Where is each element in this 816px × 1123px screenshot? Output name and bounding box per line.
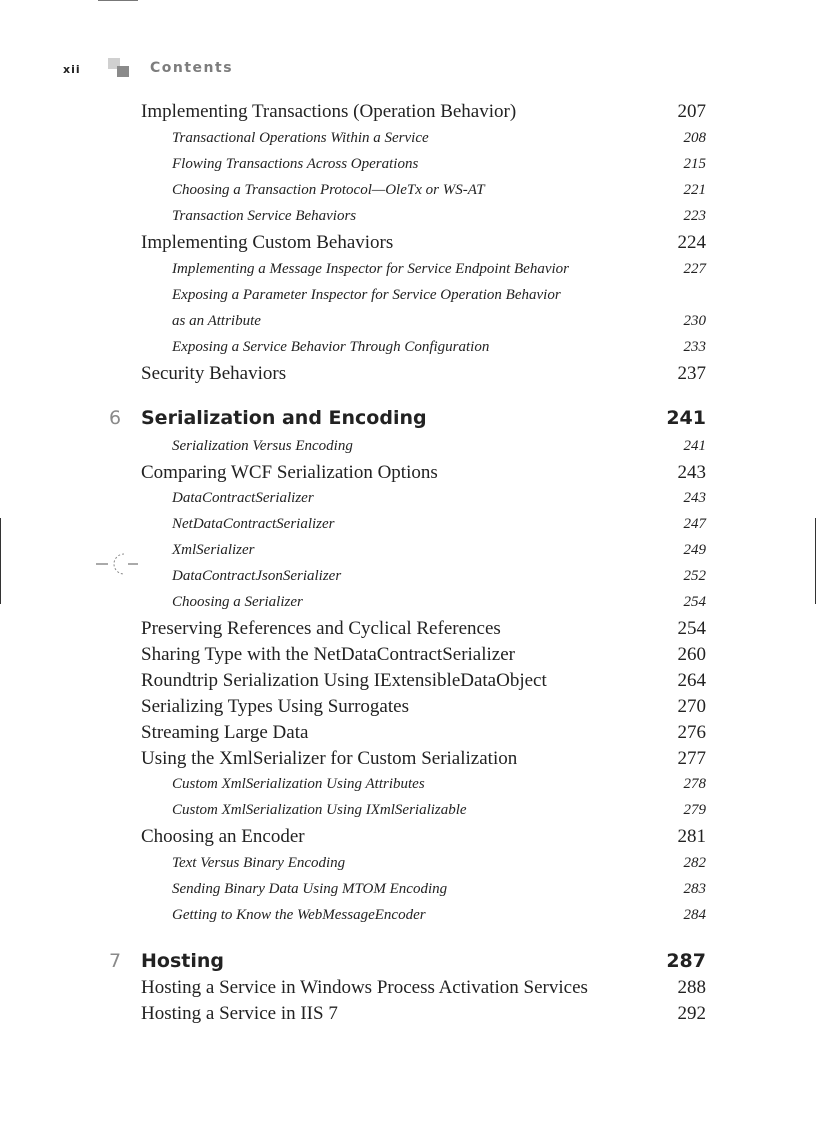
toc-section-entry[interactable] bbox=[0, 696, 816, 722]
toc-entry-page: 252 bbox=[683, 568, 706, 584]
toc-subsection-entry[interactable] bbox=[0, 592, 816, 618]
page-number: xii bbox=[63, 63, 81, 76]
toc-entry-title: NetDataContractSerializer bbox=[172, 516, 335, 532]
toc-entry-title: Implementing Custom Behaviors bbox=[141, 232, 394, 253]
toc-entry-page: 224 bbox=[677, 232, 706, 253]
toc-entry-page: 288 bbox=[677, 977, 706, 998]
toc-entry-title: Transactional Operations Within a Service bbox=[172, 130, 429, 146]
toc-subsection-entry[interactable] bbox=[0, 566, 816, 592]
chapter-number: 7 bbox=[109, 950, 122, 972]
toc-entry-title: DataContractJsonSerializer bbox=[172, 568, 342, 584]
toc-entry-page: 227 bbox=[683, 261, 706, 277]
toc-subsection-entry[interactable] bbox=[0, 514, 816, 540]
toc-entry-title: Hosting a Service in Windows Process Activation Services bbox=[141, 977, 588, 998]
toc-entry-title: Custom XmlSerialization Using Attributes bbox=[172, 776, 425, 792]
toc-subsection-entry[interactable] bbox=[0, 285, 816, 311]
toc-entry-title: Serialization Versus Encoding bbox=[172, 438, 353, 454]
toc-entry-title: as an Attribute bbox=[172, 313, 261, 329]
toc-section-entry[interactable] bbox=[0, 618, 816, 644]
toc-subsection-entry[interactable] bbox=[0, 337, 816, 363]
toc-entry-title: Hosting bbox=[141, 950, 224, 972]
toc-section-entry[interactable] bbox=[0, 977, 816, 1003]
toc-entry-title: Serialization and Encoding bbox=[141, 407, 427, 429]
toc-entry-page: 270 bbox=[677, 696, 706, 717]
toc-subsection-entry[interactable] bbox=[0, 879, 816, 905]
toc-entry-page: 279 bbox=[683, 802, 706, 818]
toc-entry-page: 243 bbox=[683, 490, 706, 506]
toc-entry-title: Sharing Type with the NetDataContractSerializer bbox=[141, 644, 515, 665]
toc-entry-title: Exposing a Parameter Inspector for Service Operation Behavior bbox=[172, 287, 561, 303]
toc-entry-title: Streaming Large Data bbox=[141, 722, 309, 743]
toc-entry-page: 208 bbox=[683, 130, 706, 146]
toc-entry-title: Choosing an Encoder bbox=[141, 826, 305, 847]
toc-entry-page: 292 bbox=[677, 1003, 706, 1024]
toc-entry-title: Roundtrip Serialization Using IExtensibleDataObject bbox=[141, 670, 547, 691]
toc-entry-title: Using the XmlSerializer for Custom Serialization bbox=[141, 748, 518, 769]
toc-subsection-entry[interactable] bbox=[0, 206, 816, 232]
toc-section-entry[interactable] bbox=[0, 748, 816, 774]
toc-entry-page: 241 bbox=[666, 407, 706, 429]
toc-entry-page: 277 bbox=[677, 748, 706, 769]
toc-entry-title: Comparing WCF Serialization Options bbox=[141, 462, 438, 483]
toc-entry-page: 243 bbox=[677, 462, 706, 483]
toc-entry-page: 278 bbox=[683, 776, 706, 792]
toc-entry-page: 254 bbox=[677, 618, 706, 639]
toc-subsection-entry[interactable] bbox=[0, 853, 816, 879]
toc-entry-page: 247 bbox=[683, 516, 706, 532]
toc-entry-title: Serializing Types Using Surrogates bbox=[141, 696, 409, 717]
toc-section-entry[interactable] bbox=[0, 644, 816, 670]
toc-entry-title: Flowing Transactions Across Operations bbox=[172, 156, 419, 172]
toc-entry-page: 233 bbox=[683, 339, 706, 355]
toc-entry-title: Choosing a Transaction Protocol—OleTx or WS-AT bbox=[172, 182, 485, 198]
toc-entry-page: 284 bbox=[683, 907, 706, 923]
toc-subsection-entry[interactable] bbox=[0, 180, 816, 206]
toc-subsection-entry[interactable] bbox=[0, 436, 816, 462]
toc-chapter-entry[interactable] bbox=[0, 407, 816, 433]
toc-section-entry[interactable] bbox=[0, 101, 816, 127]
toc-subsection-entry[interactable] bbox=[0, 540, 816, 566]
toc-entry-page: 283 bbox=[683, 881, 706, 897]
toc-section-entry[interactable] bbox=[0, 363, 816, 389]
toc-entry-title: Sending Binary Data Using MTOM Encoding bbox=[172, 881, 448, 897]
toc-entry-title: XmlSerializer bbox=[172, 542, 255, 558]
toc-subsection-entry[interactable] bbox=[0, 905, 816, 931]
toc-entry-page: 237 bbox=[677, 363, 706, 384]
toc-entry-page: 282 bbox=[683, 855, 706, 871]
toc-entry-title: Implementing a Message Inspector for Service Endpoint Behavior bbox=[172, 261, 569, 277]
toc-entry-title: Hosting a Service in IIS 7 bbox=[141, 1003, 338, 1024]
toc-entry-page: 221 bbox=[683, 182, 706, 198]
chapter-number: 6 bbox=[109, 407, 122, 429]
toc-entry-page: 249 bbox=[683, 542, 706, 558]
toc-entry-page: 207 bbox=[677, 101, 706, 122]
toc-entry-title: Preserving References and Cyclical References bbox=[141, 618, 501, 639]
toc-entry-page: 276 bbox=[677, 722, 706, 743]
toc-section-entry[interactable] bbox=[0, 826, 816, 852]
toc-entry-title: Implementing Transactions (Operation Behavior) bbox=[141, 101, 517, 122]
toc-entry-page: 223 bbox=[683, 208, 706, 224]
toc-entry-page: 260 bbox=[677, 644, 706, 665]
toc-entry-page: 287 bbox=[666, 950, 706, 972]
toc-subsection-entry[interactable] bbox=[0, 311, 816, 337]
toc-section-entry[interactable] bbox=[0, 232, 816, 258]
toc-entry-title: Security Behaviors bbox=[141, 363, 287, 384]
toc-entry-title: Getting to Know the WebMessageEncoder bbox=[172, 907, 426, 923]
toc-entry-page: 215 bbox=[683, 156, 706, 172]
toc-section-entry[interactable] bbox=[0, 670, 816, 696]
toc-section-entry[interactable] bbox=[0, 1003, 816, 1029]
toc-subsection-entry[interactable] bbox=[0, 259, 816, 285]
toc-entry-page: 254 bbox=[683, 594, 706, 610]
toc-entry-title: DataContractSerializer bbox=[172, 490, 314, 506]
toc-chapter-entry[interactable] bbox=[0, 950, 816, 976]
toc-entry-title: Custom XmlSerialization Using IXmlSerializable bbox=[172, 802, 467, 818]
toc-entry-title: Exposing a Service Behavior Through Configuration bbox=[172, 339, 490, 355]
toc-subsection-entry[interactable] bbox=[0, 774, 816, 800]
toc-entry-page: 241 bbox=[683, 438, 706, 454]
toc-entry-page: 230 bbox=[683, 313, 706, 329]
toc-entry-title: Text Versus Binary Encoding bbox=[172, 855, 346, 871]
toc-subsection-entry[interactable] bbox=[0, 128, 816, 154]
toc-entry-page: 264 bbox=[677, 670, 706, 691]
toc-section-entry[interactable] bbox=[0, 462, 816, 488]
toc-section-entry[interactable] bbox=[0, 722, 816, 748]
toc-subsection-entry[interactable] bbox=[0, 488, 816, 514]
running-head-title: Contents bbox=[150, 60, 234, 76]
toc-subsection-entry[interactable] bbox=[0, 154, 816, 180]
toc-entry-title: Choosing a Serializer bbox=[172, 594, 303, 610]
toc-subsection-entry[interactable] bbox=[0, 800, 816, 826]
toc-entry-page: 281 bbox=[677, 826, 706, 847]
toc-entry-title: Transaction Service Behaviors bbox=[172, 208, 357, 224]
